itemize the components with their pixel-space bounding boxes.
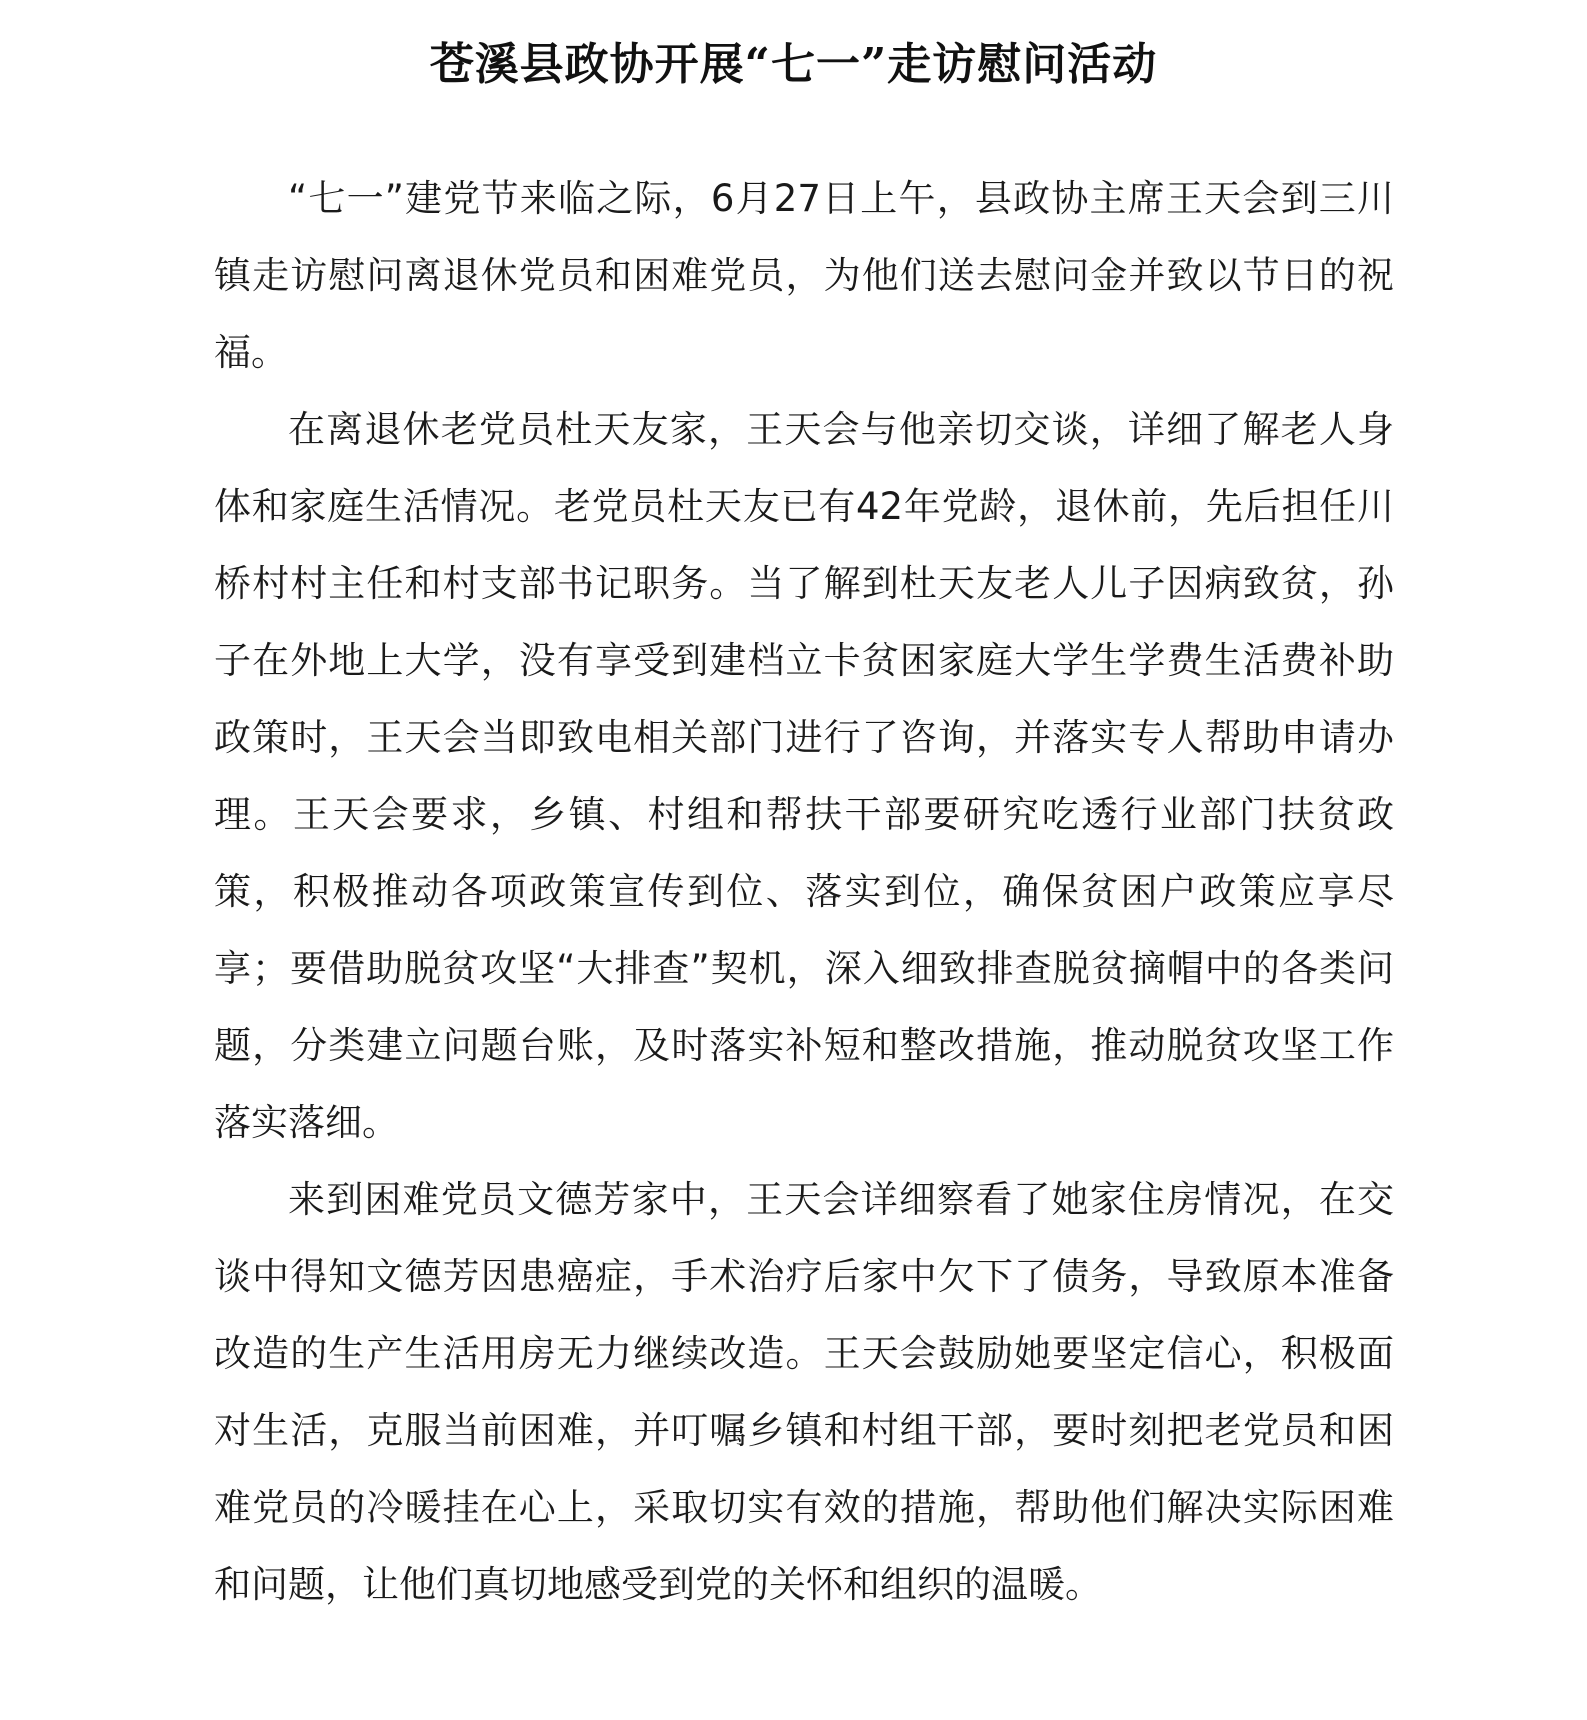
document-body (214, 160, 1394, 1623)
paragraph: 来到困难党员文德芳家中，王天会详细察看了她家住房情况，在交谈中得知文德芳因患癌症，手术治疗后家中欠下了债务，导致原本准备改造的生产生活用房无力继续改造。王天会鼓励她要坚定信心，积极面对生活，克服当前困难，并叮嘱乡镇和村组干部，要时刻把老党员和困难党员的冷暖挂在心上，采取切实有效的措施，帮助他们解决实际困难和问题，让他们真切地感受到党的关怀和组织的温暖。 (214, 1178, 1394, 1606)
document-title: 苍溪县政协开展“七一”走访慰问活动 (429, 39, 1158, 91)
paragraph: “七一”建党节来临之际，6月27日上午，县政协主席王天会到三川镇走访慰问离退休党员和困难党员，为他们送去慰问金并致以节日的祝福。 (214, 177, 1394, 374)
paragraph: 在离退休老党员杜天友家，王天会与他亲切交谈，详细了解老人身体和家庭生活情况。老党员杜天友已有42年党龄，退休前，先后担任川桥村村主任和村支部书记职务。当了解到杜天友老人儿子因病致贫，孙子在外地上大学，没有享受到建档立卡贫困家庭大学生学费生活费补助政策时，王天会当即致电相关部门进行了咨询，并落实专人帮助申请办理。王天会要求，乡镇、村组和帮扶干部要研究吃透行业部门扶贫政策，积极推动各项政策宣传到位、落实到位，确保贫困户政策应享尽享；要借助脱贫攻坚“大排查”契机，深入细致排查脱贫摘帽中的各类问题，分类建立问题台账，及时落实补短和整改措施，推动脱贫攻坚工作落实落细。 (214, 408, 1394, 1144)
